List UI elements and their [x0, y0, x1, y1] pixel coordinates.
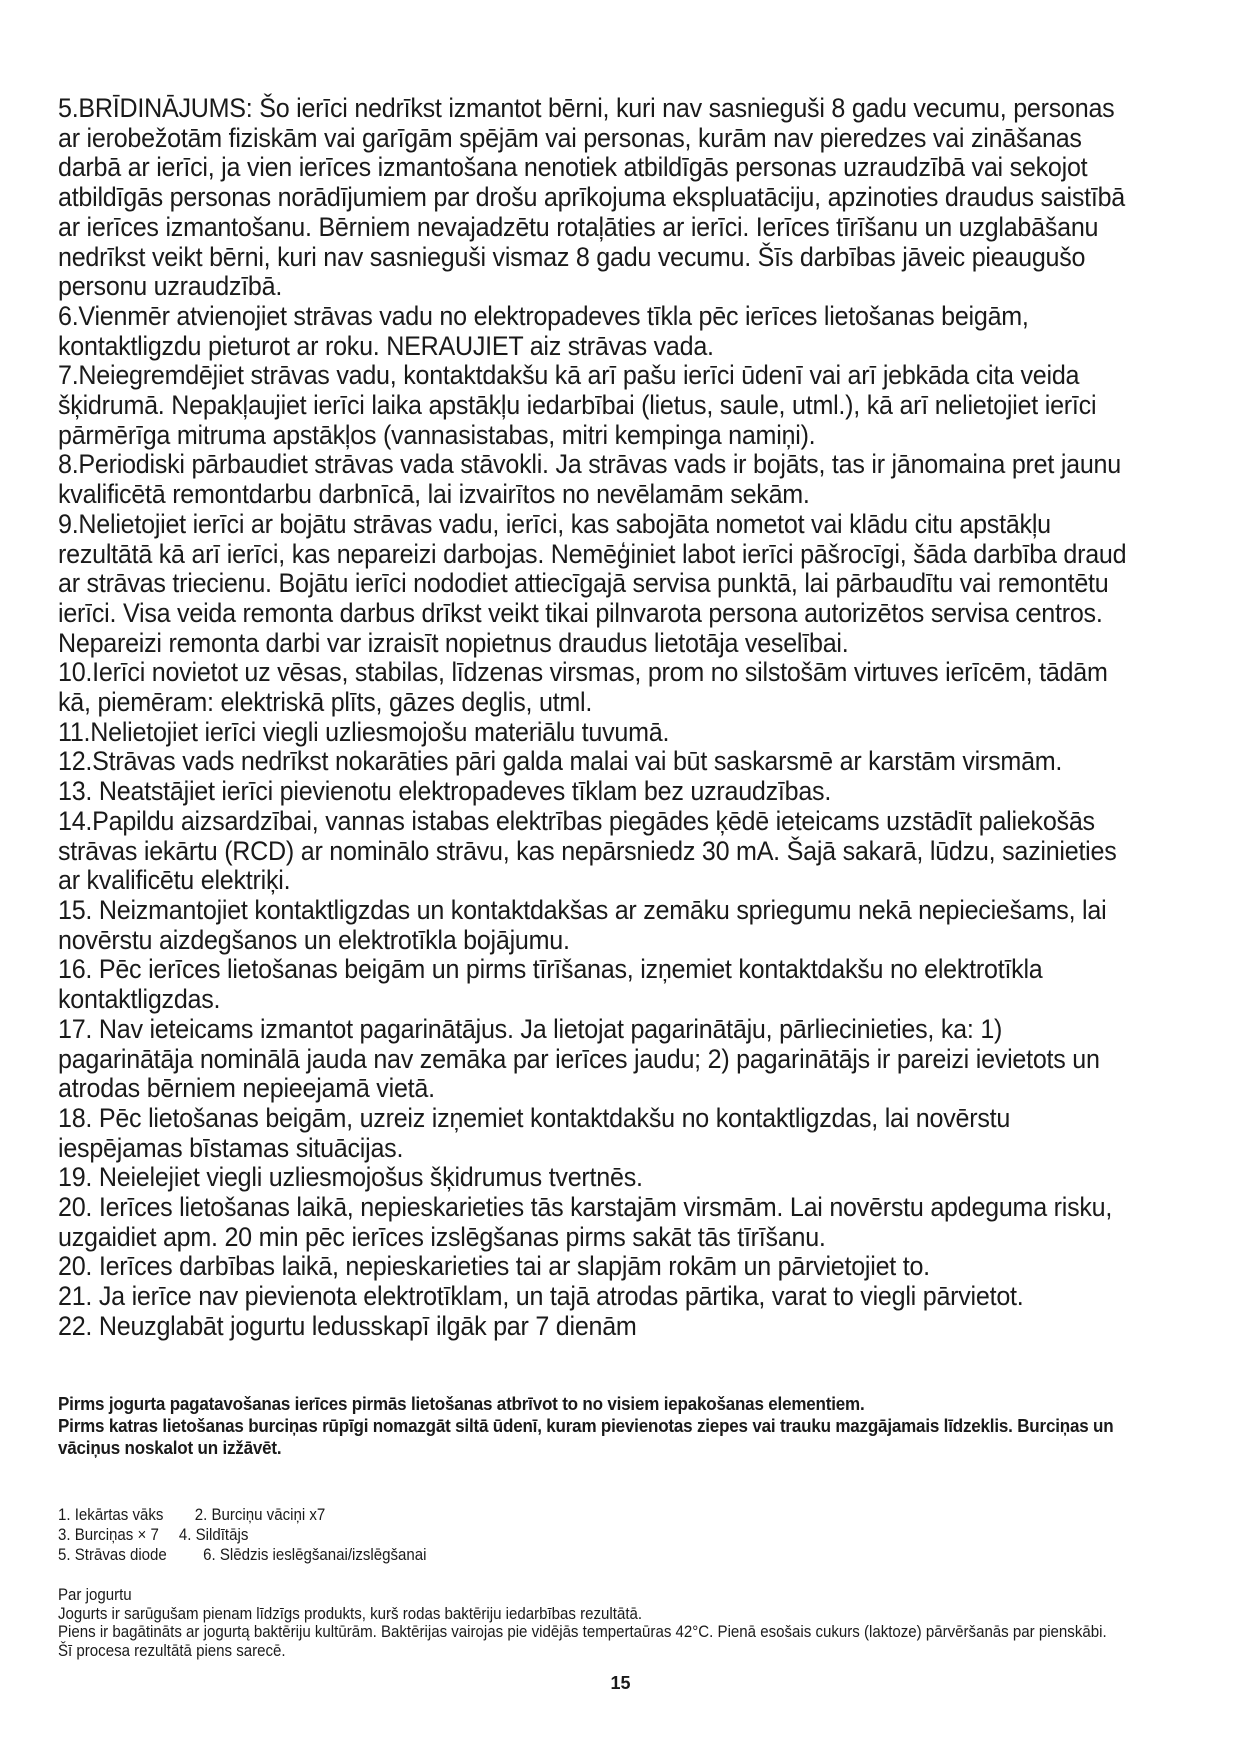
- part-5: 5. Strāvas diode: [58, 1546, 167, 1564]
- warning-8: 8.Periodiski pārbaudiet strāvas vada stāvokli. Ja strāvas vads ir bojāts, tas ir jānomaina pret jaunu kvalificētā remontdarbu darbnīcā, lai izvairītos no nevēlamām sekām.: [58, 449, 1121, 510]
- warning-11: 11.Nelietojiet ierīci viegli uzliesmojošu materiālu tuvumā.: [58, 716, 670, 747]
- preparation-instructions: [58, 1393, 1114, 1459]
- warning-15: 15. Neizmantojiet kontaktligzdas un kontaktdakšas ar zemāku spriegumu nekā nepieciešams, lai novērstu aizdegšanos un elektrotīkla bojājumu.: [58, 894, 1107, 955]
- warning-12: 12.Strāvas vads nedrīkst nokarāties pāri galda malai vai būt saskarsmē ar karstām virsmām.: [58, 746, 1063, 777]
- warning-17: 17. Nav ieteicams izmantot pagarinātājus. Ja lietojat pagarinātāju, pārliecinieties, ka: 1) pagarinātāja nominālā jauda nav zemāka par ierīces jaudu; 2) pagarinātājs ir pareizi ievietots un atrodas bērniem nepieejamā vietā.: [58, 1013, 1100, 1104]
- preparation-line-2: Pirms katras lietošanas burciņas rūpīgi nomazgāt siltā ūdenī, kuram pievienotas ziepes vai trauku mazgājamais līdzeklis. Burciņas un vāciņus noskalot un izžāvēt.: [58, 1415, 1114, 1458]
- about-line-1: Jogurts ir sarūgušam pienam līdzīgs produkts, kurš rodas baktēriju iedarbības rezultātā.: [58, 1604, 643, 1623]
- parts-list: [58, 1505, 427, 1565]
- parts-row: [58, 1545, 427, 1565]
- warning-14: 14.Papildu aizsardzībai, vannas istabas elektrības piegādes ķēdē ieteicams uzstādīt paliekošās strāvas iekārtu (RCD) ar nominālo strāvu, kas nepārsniedz 30 mA. Šajā sakarā, lūdzu, sazinieties ar kvalificētu elektriķi.: [58, 805, 1117, 896]
- part-6: 6. Slēdzis ieslēgšanai/izslēgšanai: [203, 1546, 427, 1564]
- warning-9: 9.Nelietojiet ierīci ar bojātu strāvas vadu, ierīci, kas sabojāta nometot vai klādu citu apstākļu rezultātā kā arī ierīci, kas nepareizi darbojas. Nemēģiniet labot ierīci pāšrocīgi, šāda darbība draud ar strāvas triecienu. Bojātu ierīci nododiet attiecīgajā servisa punktā, lai pārbaudītu vai remontētu ierīci. Visa veida remonta darbus drīkst veikt tikai pilnvarota persona autorizētos servisa centros. Nepareizi remonta darbi var izraisīt nopietnus draudus lietotāja veselībai.: [58, 508, 1127, 658]
- parts-row: [58, 1525, 427, 1545]
- warning-16: 16. Pēc ierīces lietošanas beigām un pirms tīrīšanas, izņemiet kontaktdakšu no elektrotīkla kontaktligzdas.: [58, 954, 1043, 1015]
- warning-19: 19. Neielejiet viegli uzliesmojošus šķidrumus tvertnēs.: [58, 1162, 643, 1193]
- warning-18: 18. Pēc lietošanas beigām, uzreiz izņemiet kontaktdakšu no kontaktligzdas, lai novērstu iespējamas bīstamas situācijas.: [58, 1102, 1011, 1163]
- warning-20b: 20. Ierīces darbības laikā, nepieskarieties tai ar slapjām rokām un pārvietojiet to.: [58, 1251, 930, 1282]
- safety-warnings: [58, 94, 1132, 1342]
- warning-10: 10.Ierīci novietot uz vēsas, stabilas, līdzenas virsmas, prom no silstošām virtuves ierīcēm, tādām kā, piemēram: elektriskā plīts, gāzes deglis, utml.: [58, 657, 1108, 718]
- warning-21: 21. Ja ierīce nav pievienota elektrotīklam, un tajā atrodas pārtika, varat to viegli pārvietot.: [58, 1281, 1024, 1312]
- warning-7: 7.Neiegremdējiet strāvas vadu, kontaktdakšu kā arī pašu ierīci ūdenī vai arī jebkāda cita veida šķidrumā. Nepakļaujiet ierīci laika apstākļu iedarbībai (lietus, saule, utml.), kā arī nelietojiet ierīci pārmērīga mitruma apstākļos (vannasistabas, mitri kempinga namiņi).: [58, 360, 1097, 450]
- about-yogurt: [58, 1586, 1114, 1660]
- part-2: 2. Burciņu vāciņi x7: [194, 1506, 326, 1524]
- page-number: 15: [610, 1673, 631, 1693]
- part-3: 3. Burciņas × 7: [58, 1526, 159, 1544]
- warning-6: 6.Vienmēr atvienojiet strāvas vadu no elektropadeves tīkla pēc ierīces lietošanas beigām, kontaktligzdu pieturot ar roku. NERAUJIET aiz strāvas vada.: [58, 300, 1029, 361]
- warning-20a: 20. Ierīces lietošanas laikā, nepieskarieties tās karstajām virsmām. Lai novērstu apdeguma risku, uzgaidiet apm. 20 min pēc ierīces izslēgšanas pirms sakāt tās tīrīšanu.: [58, 1192, 1113, 1252]
- part-4: 4. Sildītājs: [178, 1526, 249, 1544]
- preparation-line-1: Pirms jogurta pagatavošanas ierīces pirmās lietošanas atbrīvot to no visiem iepakošanas elementiem.: [58, 1393, 865, 1414]
- part-1: 1. Iekārtas vāks: [58, 1506, 164, 1524]
- about-line-2: Piens ir bagātināts ar jogurtą baktēriju kultūrām. Baktērijas vairojas pie vidējās tempertaūras 42°C. Pienā esošais cukurs (laktoze) pārvēršanās par pienskābi. Šī procesa rezultātā piens sarecē.: [58, 1623, 1107, 1660]
- warning-22: 22. Neuzglabāt jogurtu ledusskapī ilgāk par 7 dienām: [58, 1310, 637, 1341]
- warning-13: 13. Neatstājiet ierīci pievienotu elektropadeves tīklam bez uzraudzības.: [58, 776, 832, 807]
- parts-row: [58, 1505, 427, 1525]
- about-heading: Par jogurtu: [58, 1586, 132, 1604]
- warning-5: 5.BRĪDINĀJUMS: Šo ierīci nedrīkst izmantot bērni, kuri nav sasnieguši 8 gadu vecumu, personas ar ierobežotām fiziskām vai garīgām spējām vai personas, kurām nav pieredzes vai zināšanas darbā ar ierīci, ja vien ierīces izmantošana nenotiek atbildīgās personas uzraudzībā vai sekojot atbildīgās personas norādījumiem par drošu aprīkojuma ekspluatāciju, apzinoties draudus saistībā ar ierīces izmantošanu. Bērniem nevajadzētu rotaļāties ar ierīci. Ierīces tīrīšanu un uzglabāšanu nedrīkst veikt bērni, kuri nav sasnieguši vismaz 8 gadu vecumu. Šīs darbības jāveic pieaugušo personu uzraudzībā.: [58, 93, 1126, 302]
